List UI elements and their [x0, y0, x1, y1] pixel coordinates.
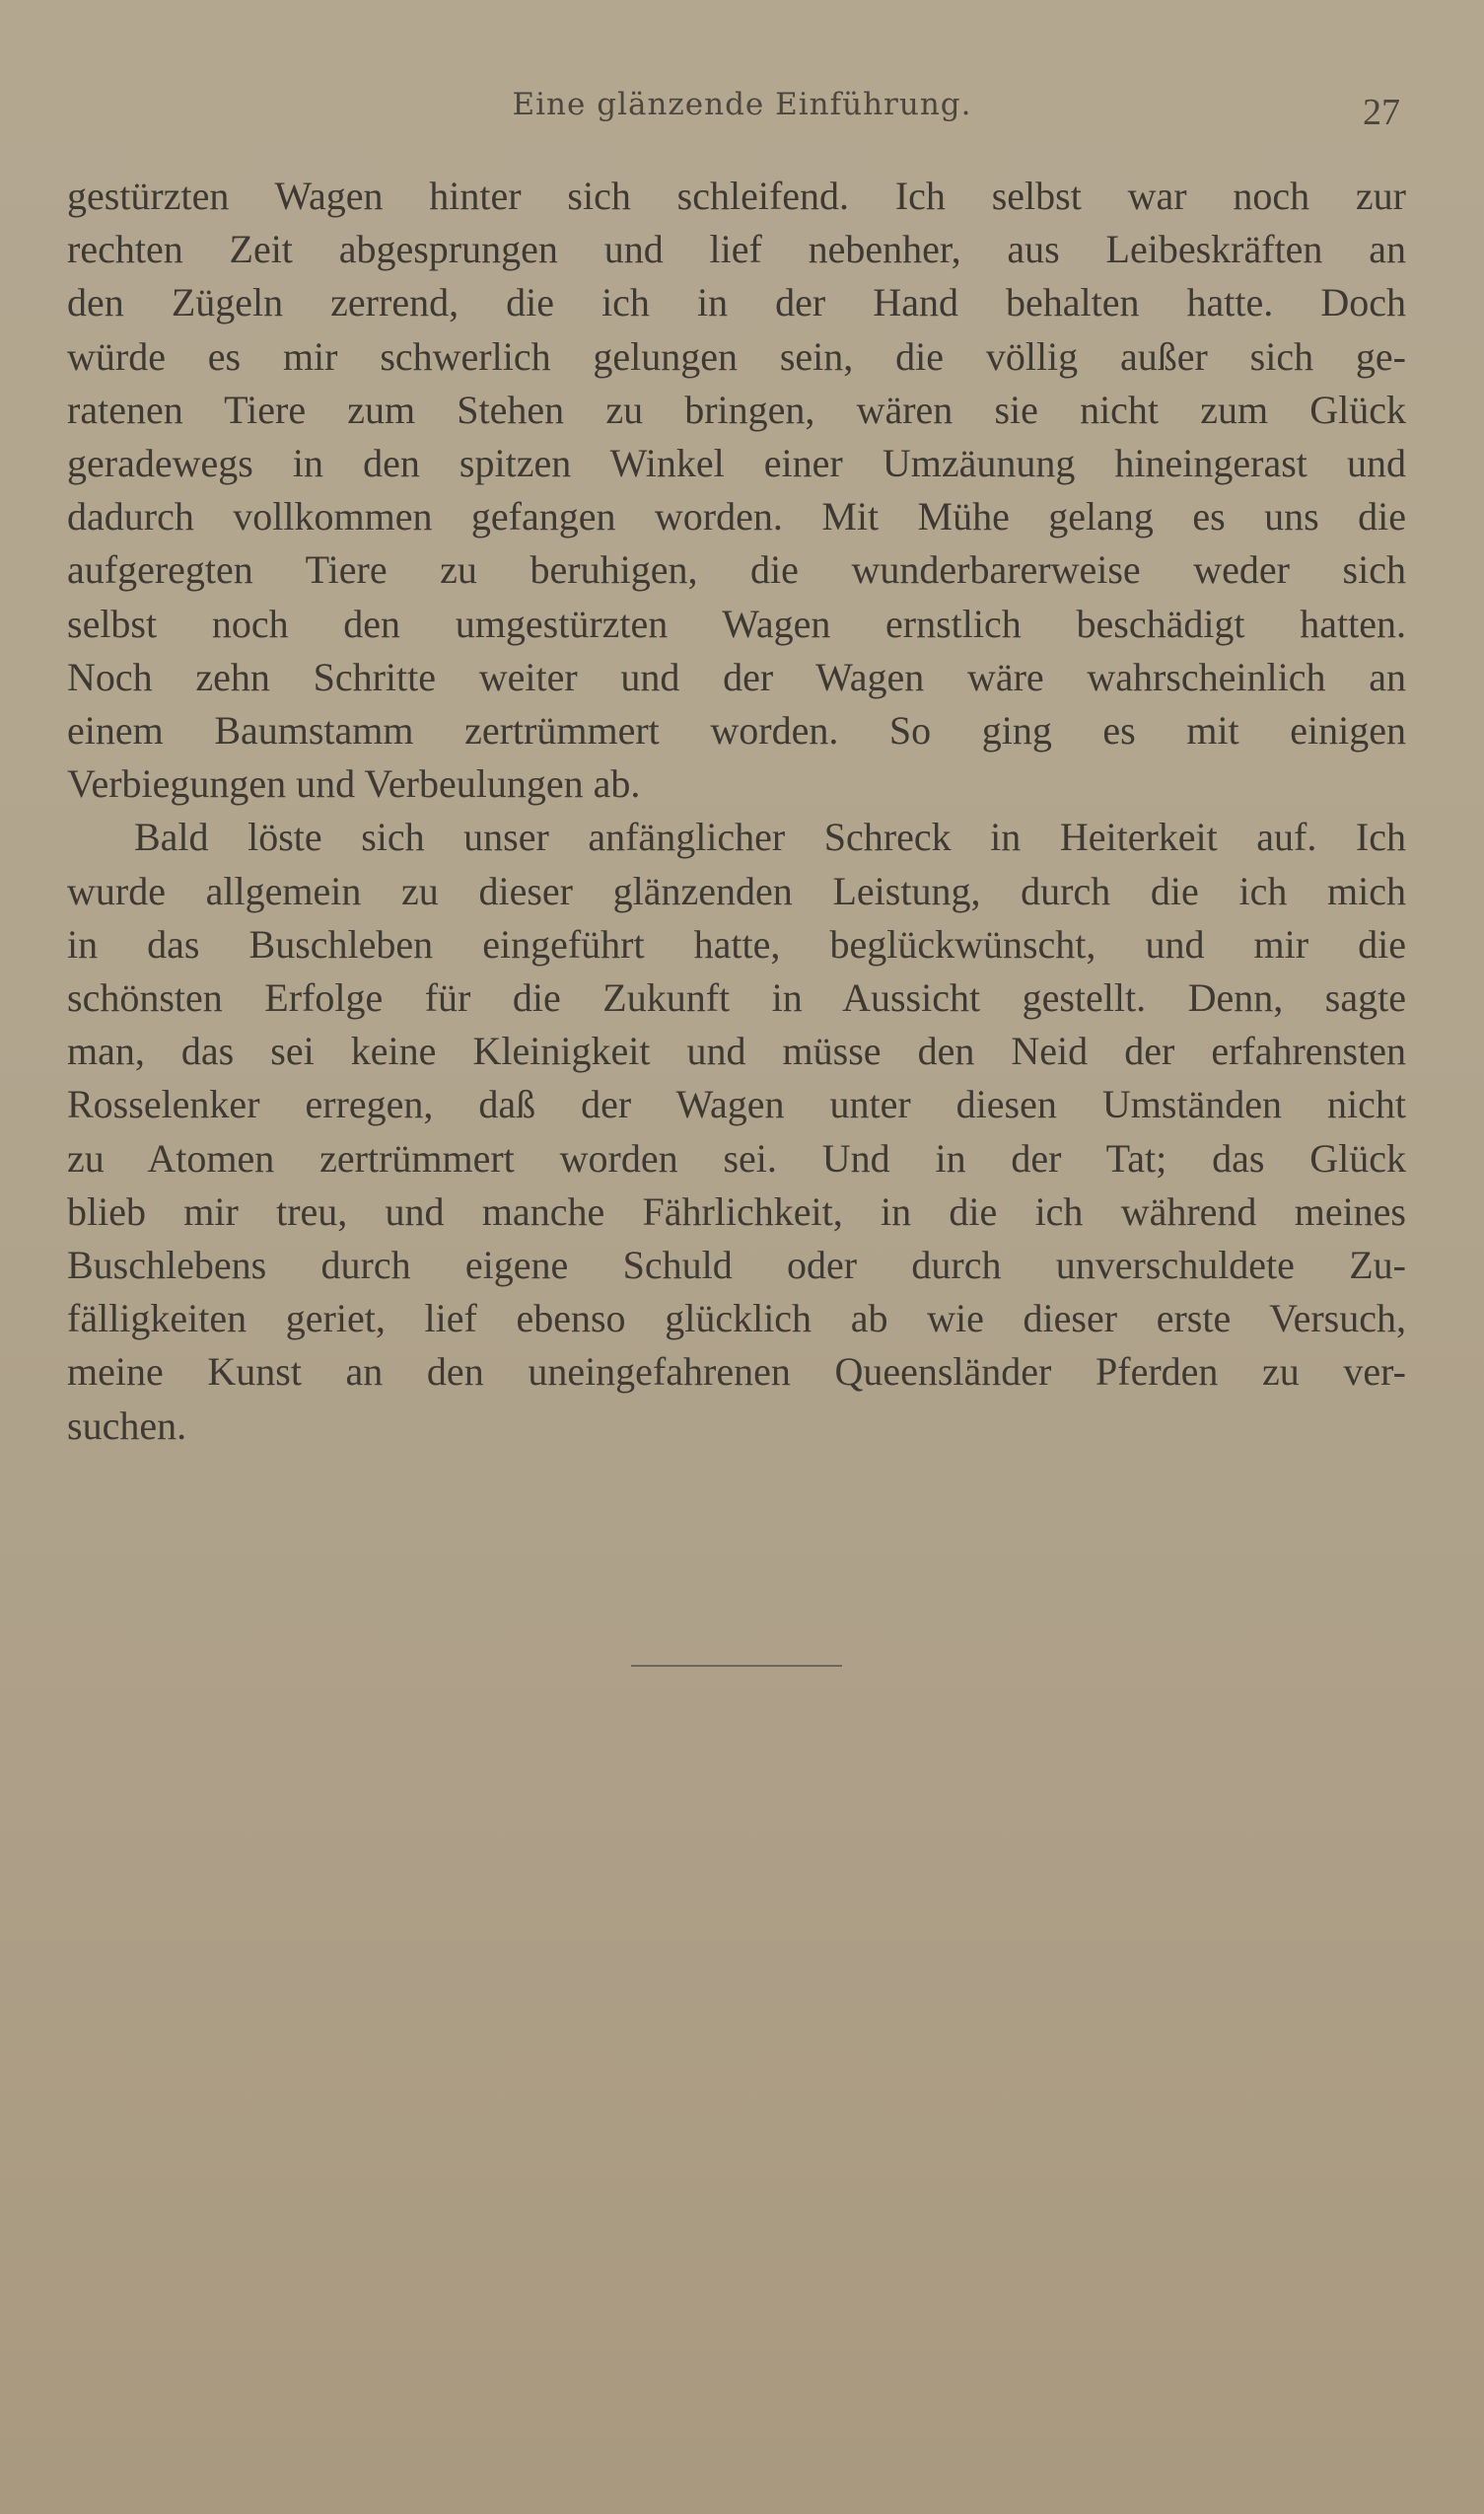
text-line: dadurch vollkommen gefangen worden. Mit Mühe gelang es uns die [67, 494, 1406, 539]
text-line: aufgeregten Tiere zu beruhigen, die wunderbarerweise weder sich [67, 547, 1406, 593]
text-line: Noch zehn Schritte weiter und der Wagen wäre wahrscheinlich an [67, 654, 1406, 699]
text-line: selbst noch den umgestürzten Wagen ernstlich beschädigt hatten. [67, 601, 1406, 646]
text-line: fälligkeiten geriet, lief ebenso glücklich ab wie dieser erste Versuch, [67, 1296, 1406, 1341]
text-line: suchen. [67, 1402, 187, 1448]
text-line: ratenen Tiere zum Stehen zu bringen, wären sie nicht zum Glück [67, 387, 1406, 432]
paragraph-1 [67, 170, 1406, 811]
section-divider [631, 1665, 842, 1667]
text-line: Bald löste sich unser anfänglicher Schreck in Heiterkeit auf. Ich [134, 815, 1406, 860]
text-line: Verbiegungen und Verbeulungen ab. [67, 761, 641, 807]
running-head: Eine glänzende Einführung. [512, 87, 972, 122]
text-line: Buschlebens durch eigene Schuld oder durch unverschuldete Zu- [67, 1243, 1406, 1288]
page-number: 27 [1363, 92, 1400, 133]
text-line: man, das sei keine Kleinigkeit und müsse den Neid der erfahrensten [67, 1029, 1406, 1074]
text-line: rechten Zeit abgesprungen und lief nebenher, aus Leibeskräften an [67, 227, 1406, 272]
text-line: geradewegs in den spitzen Winkel einer Umzäunung hineingerast und [67, 441, 1406, 486]
text-line: Rosselenker erregen, daß der Wagen unter diesen Umständen nicht [67, 1082, 1406, 1127]
text-line: wurde allgemein zu dieser glänzenden Leistung, durch die ich mich [67, 868, 1406, 913]
text-line: den Zügeln zerrend, die ich in der Hand behalten hatte. Doch [67, 280, 1406, 325]
text-line: zu Atomen zertrümmert worden sei. Und in der Tat; das Glück [67, 1135, 1406, 1181]
text-line: gestürzten Wagen hinter sich schleifend. Ich selbst war noch zur [67, 174, 1406, 218]
text-line: blieb mir treu, und manche Fährlichkeit, in die ich während meines [67, 1188, 1406, 1234]
text-line: einem Baumstamm zertrümmert worden. So ging es mit einigen [67, 708, 1406, 754]
text-line: in das Buschleben eingeführt hatte, beglückwünscht, und mir die [67, 921, 1406, 967]
paragraph-2 [67, 811, 1406, 1452]
body-text [67, 170, 1406, 1453]
text-line: schönsten Erfolge für die Zukunft in Aussicht gestellt. Denn, sagte [67, 975, 1406, 1021]
text-line: meine Kunst an den uneingefahrenen Queensländer Pferden zu ver- [67, 1349, 1406, 1395]
text-line: würde es mir schwerlich gelungen sein, die völlig außer sich ge- [67, 333, 1406, 379]
